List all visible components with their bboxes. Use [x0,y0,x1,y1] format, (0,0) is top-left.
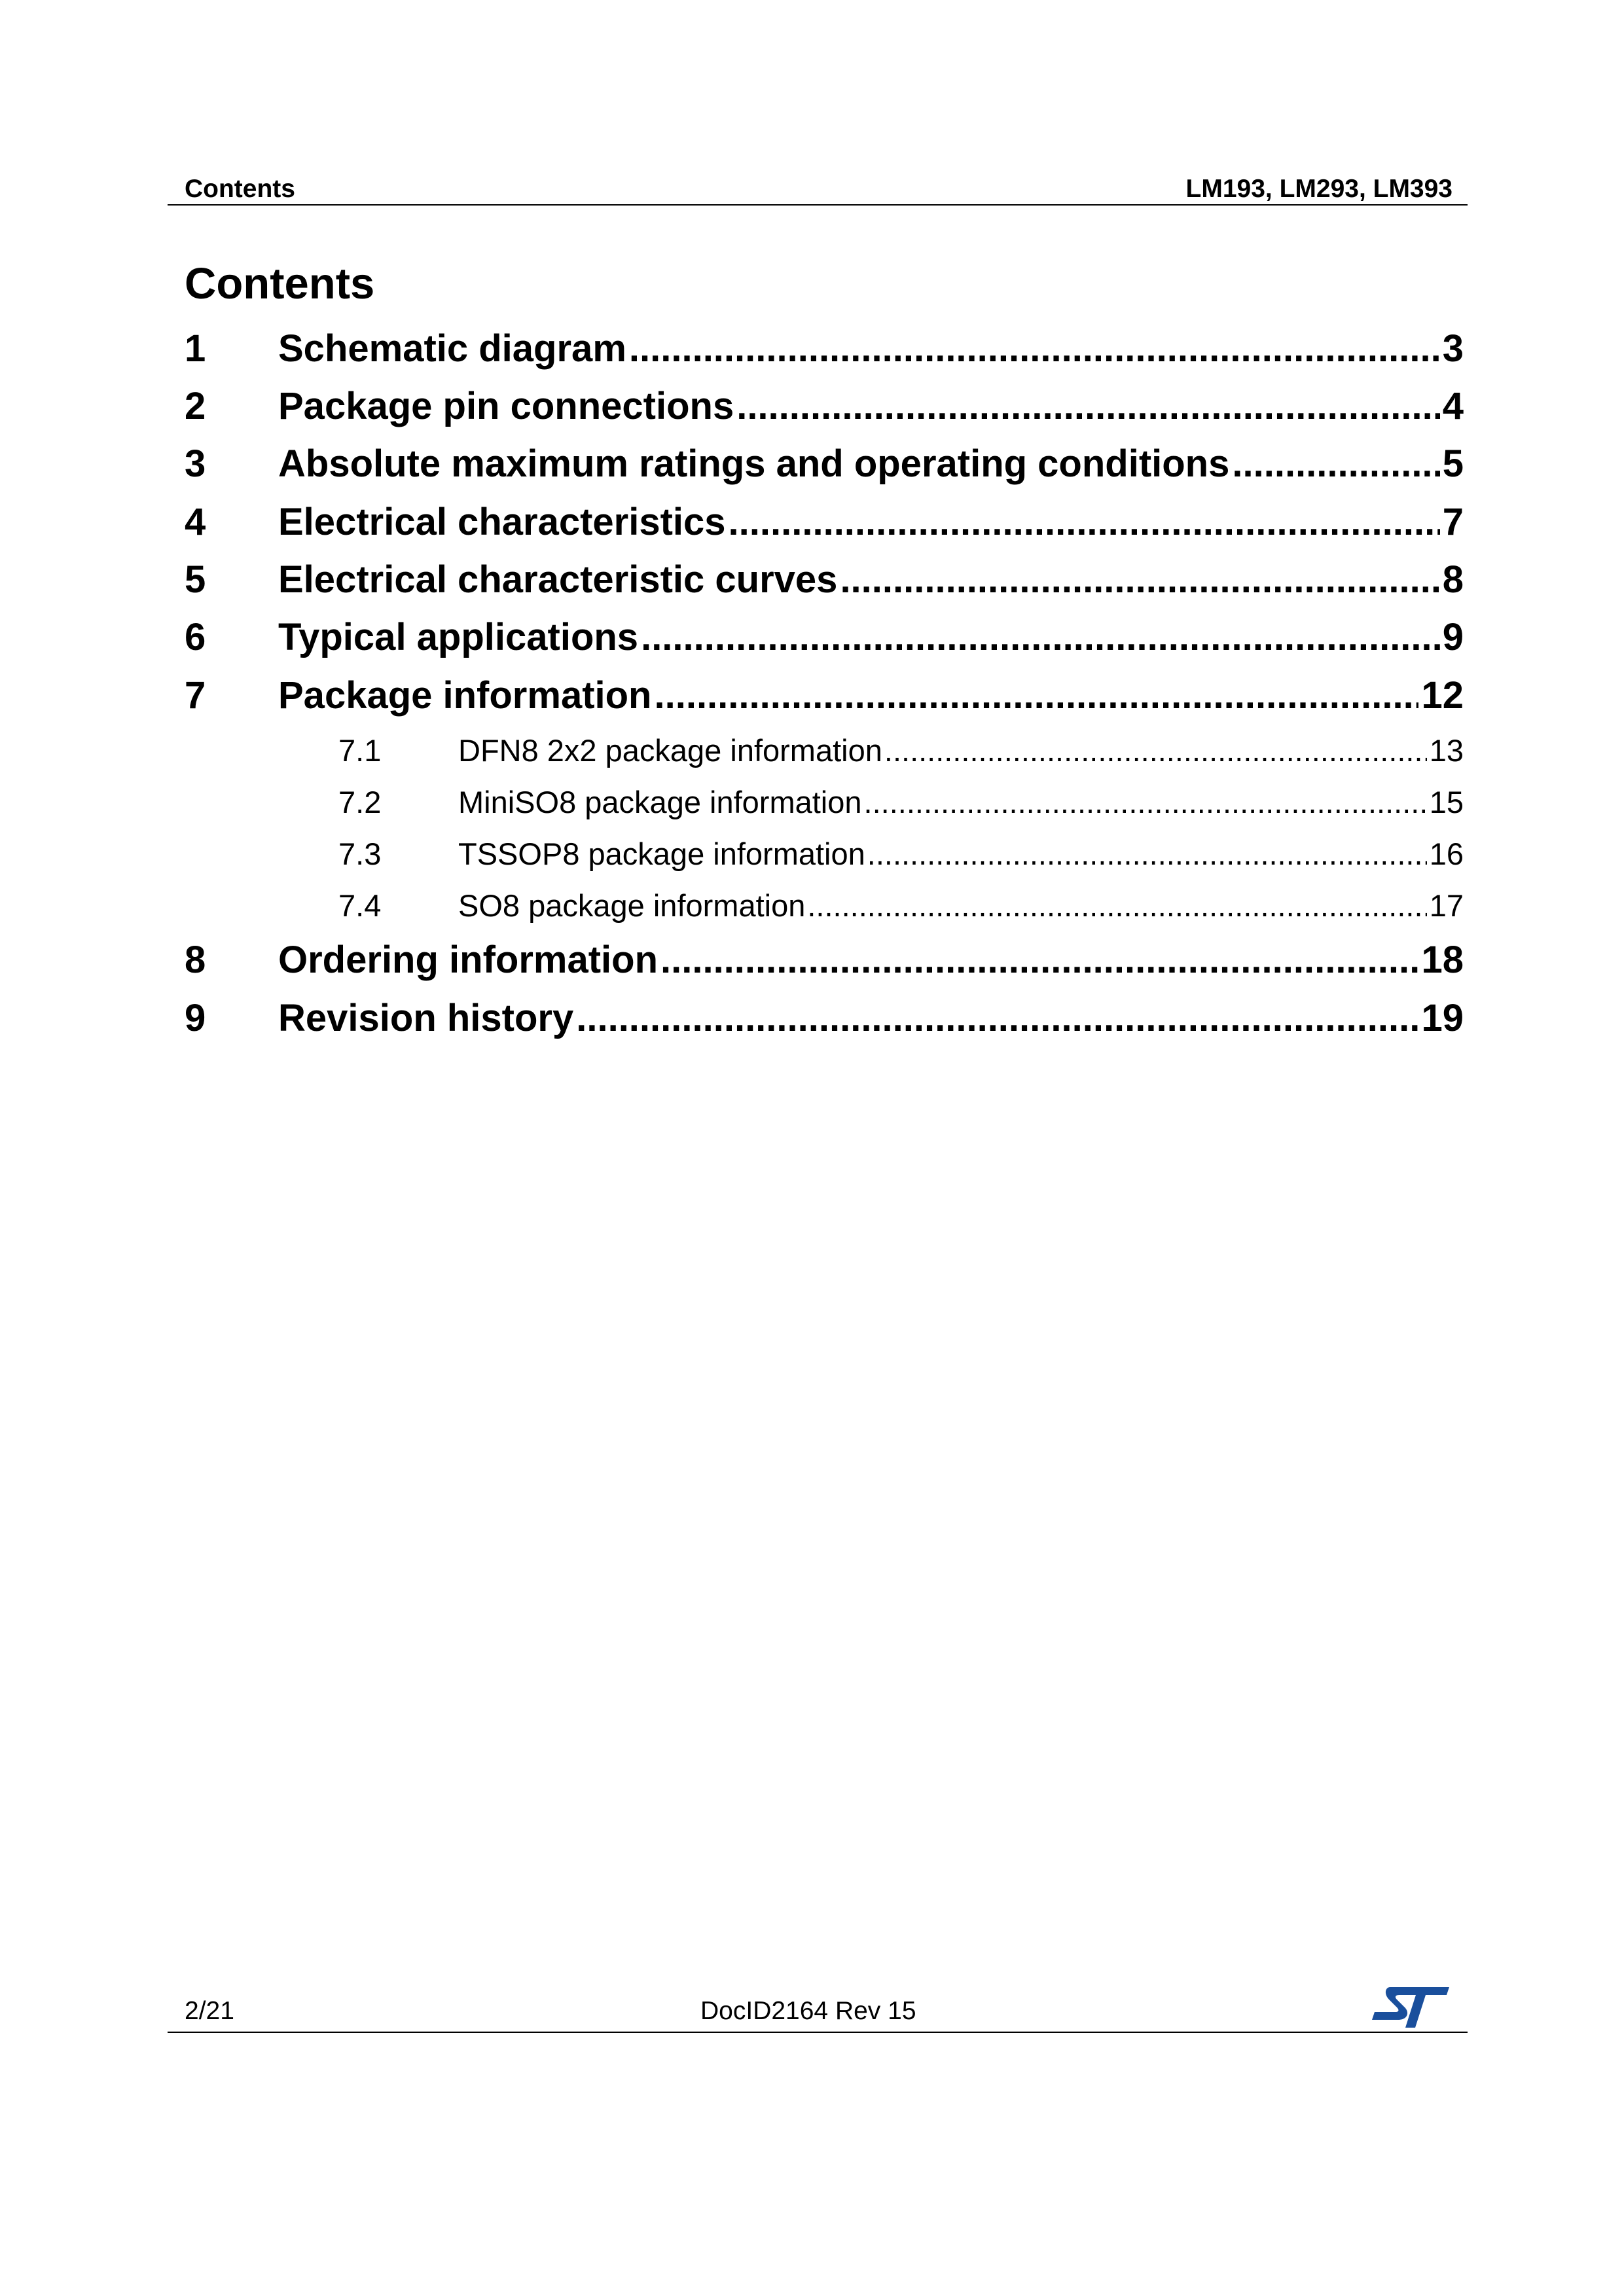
toc-entry-page: 19 [1421,997,1464,1039]
toc-entry-page: 7 [1442,501,1464,543]
toc-entry-page: 17 [1429,888,1464,923]
toc-leader-dots [629,325,1440,373]
toc-leader-dots [840,556,1439,604]
header-rule [168,204,1468,206]
toc-subentry[interactable] [185,731,1464,770]
toc-entry-page: 16 [1429,836,1464,871]
toc-entry-title: Schematic diagram [278,327,626,370]
toc-entry-page: 4 [1442,385,1464,427]
toc-entry-title: DFN8 2x2 package information [458,733,882,768]
toc-entry-title: Ordering information [278,939,658,981]
toc-entry-page: 5 [1442,442,1464,485]
toc-entry-number: 9 [185,997,206,1039]
toc-entry[interactable] [185,556,1464,604]
toc-entry-page: 9 [1442,616,1464,658]
toc-leader-dots [807,886,1426,925]
toc-entry-number: 7 [185,674,206,717]
toc-entry-page: 12 [1421,674,1464,717]
toc-entry-title: Revision history [278,997,574,1039]
toc-leader-dots [736,382,1440,431]
footer-doc-id: DocID2164 Rev 15 [700,1997,916,2025]
toc-entry[interactable] [185,325,1464,373]
st-logo-icon [1371,1986,1451,2029]
toc-leader-dots [1232,440,1439,488]
toc-leader-dots [654,672,1418,720]
toc-leader-dots [884,731,1427,770]
toc-entry[interactable] [185,936,1464,984]
toc-entry-number: 5 [185,558,206,601]
toc-entry-title: Typical applications [278,616,639,658]
toc-entry-page: 8 [1442,558,1464,601]
toc-entry-page: 13 [1429,733,1464,768]
toc-entry[interactable] [185,498,1464,547]
toc-subentry[interactable] [185,886,1464,925]
toc-entry-number: 8 [185,939,206,981]
toc-entry-number: 7.2 [338,785,382,819]
running-header-section: Contents [185,175,295,203]
toc-entry-title: Package pin connections [278,385,734,427]
toc-entry-number: 4 [185,501,206,543]
toc-entry[interactable] [185,672,1464,720]
toc-entry-number: 1 [185,327,206,370]
toc-leader-dots [641,613,1440,662]
toc-entry[interactable] [185,994,1464,1043]
toc-leader-dots [867,834,1427,874]
toc-entry[interactable] [185,382,1464,431]
toc-entry-number: 7.3 [338,836,382,871]
toc-entry-title: MiniSO8 package information [458,785,862,819]
toc-entry-number: 7.4 [338,888,382,923]
toc-entry-title: Package information [278,674,652,717]
page-title: Contents [185,259,375,308]
toc-entry-title: Electrical characteristics [278,501,726,543]
toc-entry-page: 18 [1421,939,1464,981]
toc-entry-page: 3 [1442,327,1464,370]
toc-entry-title: SO8 package information [458,888,806,923]
toc-entry-number: 3 [185,442,206,485]
toc-subentry[interactable] [185,834,1464,874]
toc-leader-dots [729,498,1440,547]
toc-leader-dots [576,994,1418,1043]
toc-entry-number: 2 [185,385,206,427]
footer-rule [168,2032,1468,2033]
toc-entry-title: Absolute maximum ratings and operating conditions [278,442,1230,485]
toc-entry-number: 6 [185,616,206,658]
footer-page-indicator: 2/21 [185,1997,234,2025]
toc-entry[interactable] [185,440,1464,488]
toc-leader-dots [864,783,1427,822]
toc-entry-title: TSSOP8 package information [458,836,865,871]
running-header-product: LM193, LM293, LM393 [1185,175,1453,203]
toc-entry-page: 15 [1429,785,1464,819]
toc-entry-number: 7.1 [338,733,382,768]
toc-subentry[interactable] [185,783,1464,822]
toc-entry[interactable] [185,613,1464,662]
toc-entry-title: Electrical characteristic curves [278,558,838,601]
toc-leader-dots [660,936,1418,984]
